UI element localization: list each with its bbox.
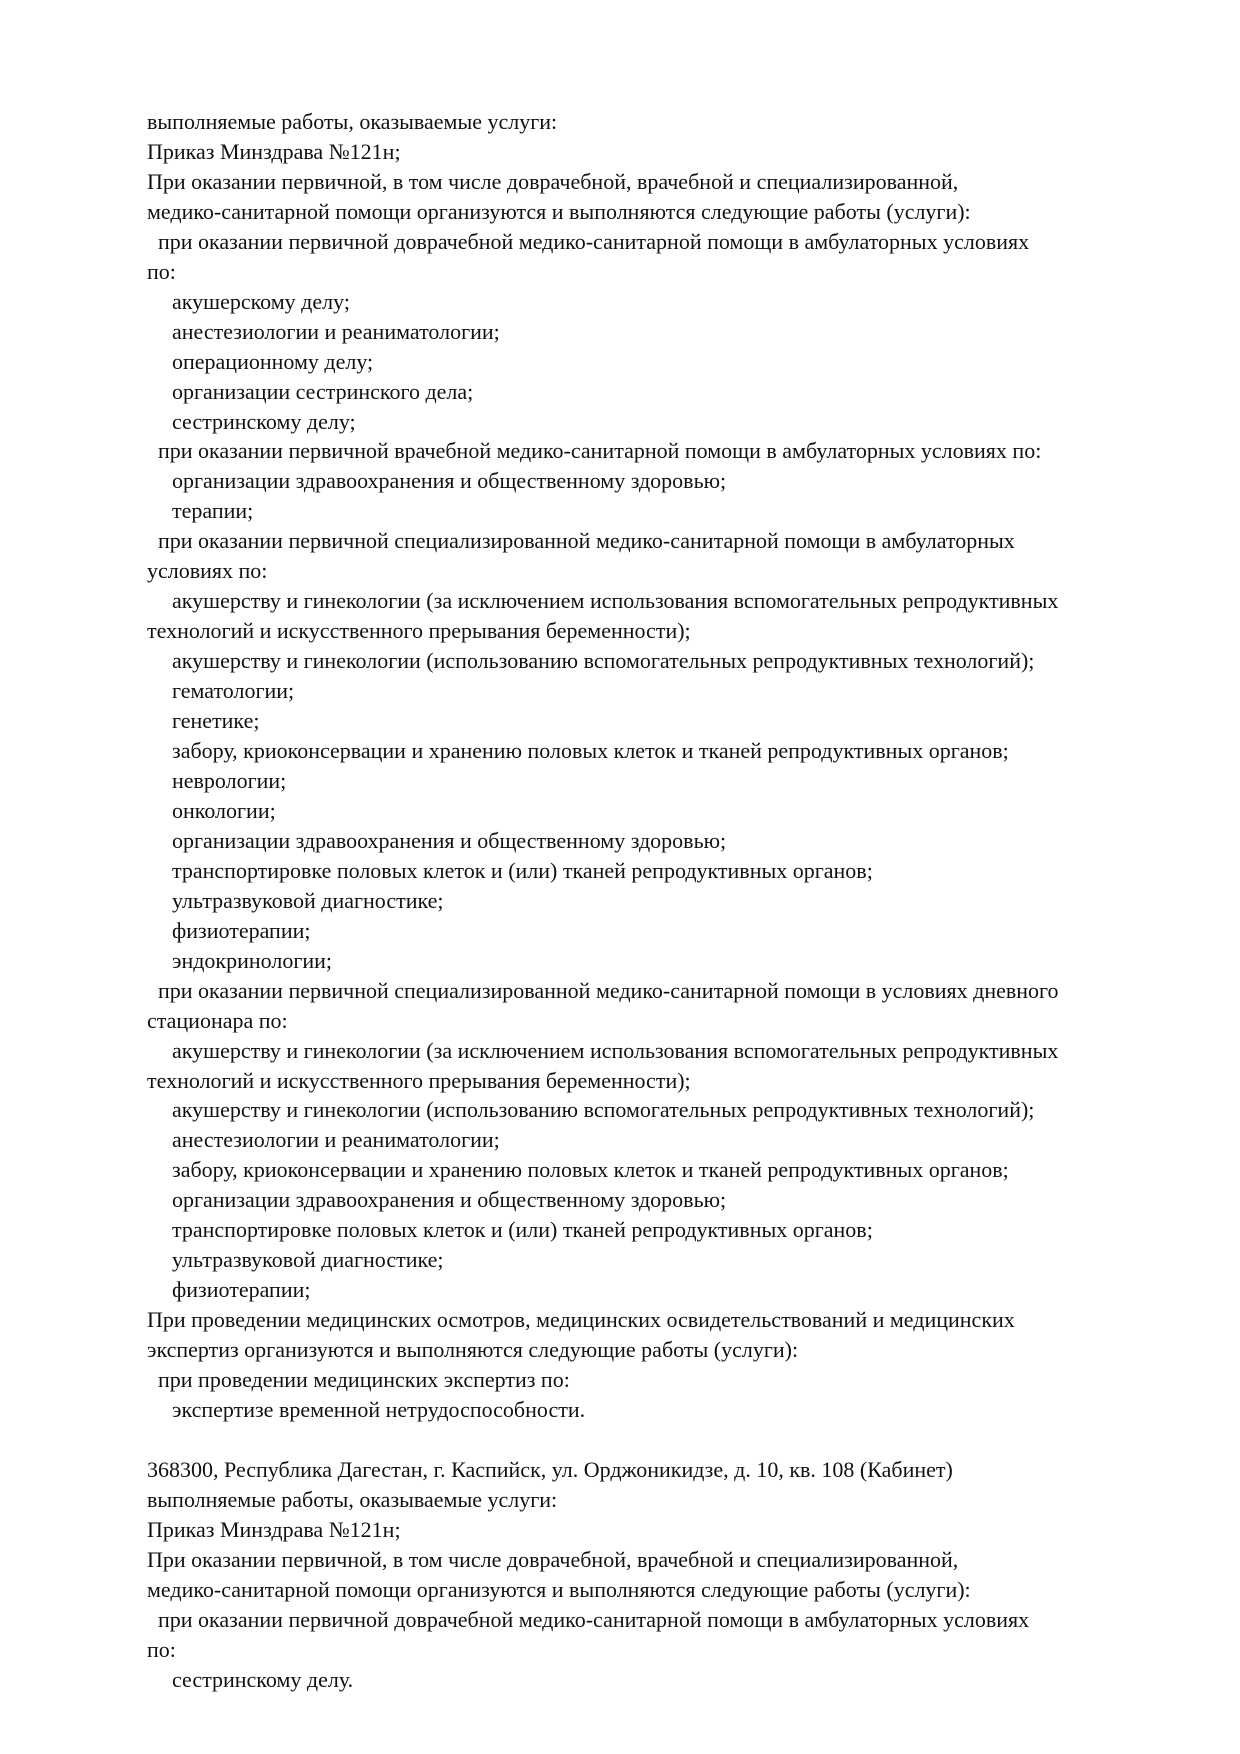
list-item: физиотерапии; [172,1277,311,1303]
list-item: акушерству и гинекологии (использованию вспомогательных репродуктивных технологий); [172,1097,1035,1123]
list-item: организации здравоохранения и общественному здоровью; [172,827,727,853]
text-line: при оказании первичной доврачебной медико-санитарной помощи в амбулаторных условиях [158,1606,1030,1632]
list-item: неврологии; [172,767,287,793]
list-item: генетике; [172,708,260,734]
list-item: сестринскому делу. [172,1666,354,1692]
list-item: онкологии; [172,797,276,823]
text-line: Приказ Минздрава №121н; [147,1516,401,1542]
section-license-works-2 [147,1455,1197,1695]
text-line: выполняемые работы, оказываемые услуги: [147,1486,558,1512]
list-item: ультразвуковой диагностике; [172,1247,444,1273]
list-item: транспортировке половых клеток и (или) тканей репродуктивных органов; [172,1217,873,1243]
text-line: медико-санитарной помощи организуются и выполняются следующие работы (услуги): [147,1576,971,1602]
list-item-continuation: технологий и искусственного прерывания беременности); [147,1067,691,1093]
list-item: ультразвуковой диагностике; [172,887,444,913]
list-item: терапии; [172,498,254,524]
list-item: забору, криоконсервации и хранению половых клеток и тканей репродуктивных органов; [172,738,1009,764]
text-line: выполняемые работы, оказываемые услуги: [147,109,558,134]
section-license-works-1 [147,107,1197,1425]
list-item: акушерству и гинекологии (использованию вспомогательных репродуктивных технологий); [172,648,1035,674]
list-item: эндокринологии; [172,947,333,973]
text-line: при проведении медицинских экспертиз по: [158,1367,570,1393]
text-line: условиях по: [147,558,268,584]
text-line: При оказании первичной, в том числе доврачебной, врачебной и специализированной, [147,168,959,194]
list-item: операционному делу; [172,348,374,374]
list-item: транспортировке половых клеток и (или) тканей репродуктивных органов; [172,857,873,883]
text-line: при оказании первичной специализированной медико-санитарной помощи в амбулаторных [158,528,1015,554]
text-line: стационара по: [147,1007,288,1033]
address-line: 368300, Республика Дагестан, г. Каспийск, ул. Орджоникидзе, д. 10, кв. 108 (Кабинет) [147,1456,953,1482]
list-item: сестринскому делу; [172,408,356,434]
list-item-continuation: технологий и искусственного прерывания беременности); [147,618,691,644]
text-line: по: [147,1636,176,1662]
text-line: при оказании первичной доврачебной медико-санитарной помощи в амбулаторных условиях [158,228,1030,254]
text-line: При проведении медицинских осмотров, медицинских освидетельствований и медицинских [147,1307,1015,1333]
list-item: экспертизе временной нетрудоспособности. [172,1396,586,1422]
text-line: медико-санитарной помощи организуются и выполняются следующие работы (услуги): [147,198,971,224]
list-item: акушерству и гинекологии (за исключением использования вспомогательных репродуктивных [172,588,1059,614]
text-line: При оказании первичной, в том числе доврачебной, врачебной и специализированной, [147,1546,959,1572]
list-item: забору, криоконсервации и хранению половых клеток и тканей репродуктивных органов; [172,1157,1009,1183]
list-item: физиотерапии; [172,917,311,943]
blank-line [147,1425,1197,1455]
list-item: анестезиологии и реаниматологии; [172,318,500,344]
text-line: Приказ Минздрава №121н; [147,138,401,164]
text-line: при оказании первичной специализированной медико-санитарной помощи в условиях дневного [158,977,1059,1003]
list-item: организации здравоохранения и общественному здоровью; [172,468,727,494]
list-item: анестезиологии и реаниматологии; [172,1127,500,1153]
list-item: гематологии; [172,678,295,704]
list-item: организации сестринского дела; [172,378,474,404]
text-line: по: [147,258,176,284]
list-item: акушерскому делу; [172,288,350,314]
list-item: организации здравоохранения и общественному здоровью; [172,1187,727,1213]
text-line: экспертиз организуются и выполняются следующие работы (услуги): [147,1337,799,1363]
list-item: акушерству и гинекологии (за исключением использования вспомогательных репродуктивных [172,1037,1059,1063]
document-body [147,107,1197,1695]
text-line: при оказании первичной врачебной медико-санитарной помощи в амбулаторных условиях по: [158,438,1042,464]
